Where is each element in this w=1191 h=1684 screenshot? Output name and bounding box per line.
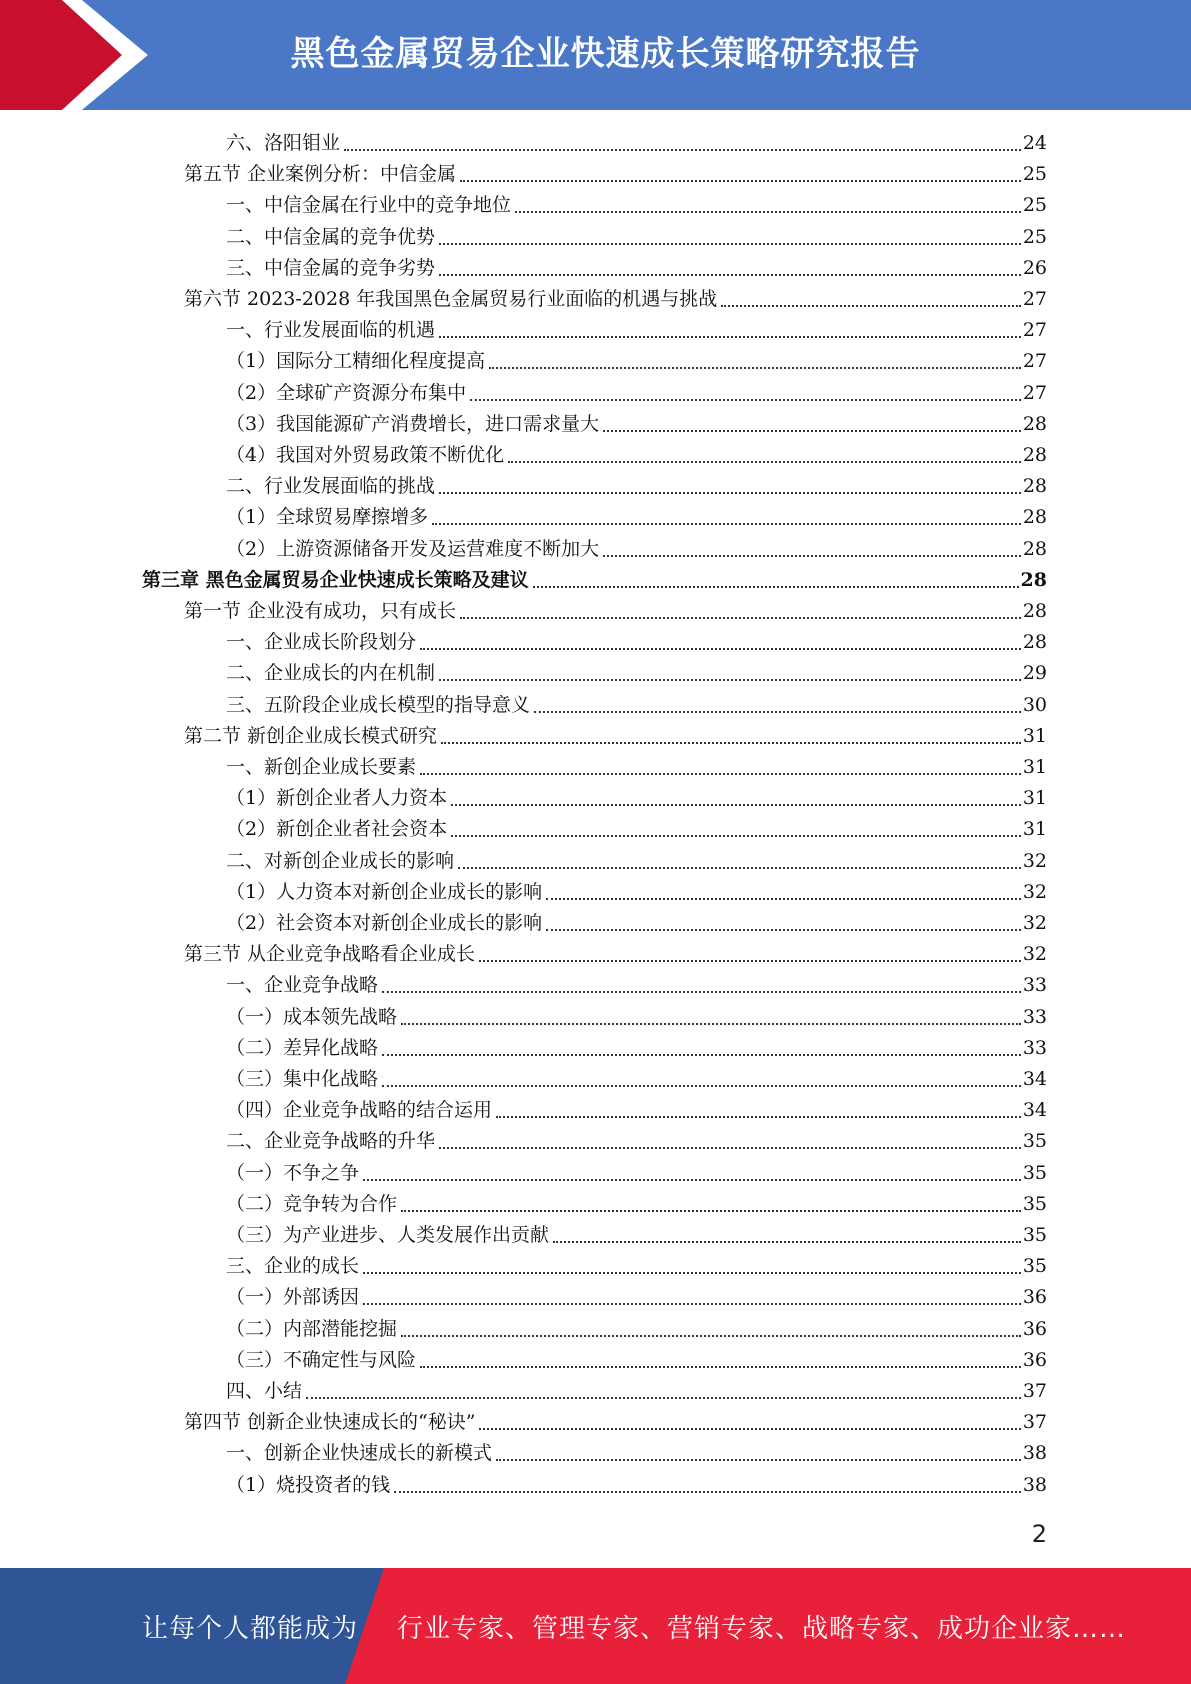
page-header [0,0,1191,110]
toc-entry-label: （2）新创企业者社会资本 [226,818,448,841]
toc-entry-page: 27 [1022,350,1047,373]
toc-entry-label: （2）社会资本对新创企业成长的影响 [226,912,543,934]
toc-subsection-entry[interactable] [226,814,1047,845]
toc-dot-leader [382,1084,1021,1087]
toc-entry-page: 35 [1022,1255,1047,1278]
toc-entry-label: （一）不争之争 [226,1161,360,1184]
page-footer [0,1568,1191,1684]
toc-entry-page: 28 [1022,506,1047,529]
toc-entry-label: 第五节 企业案例分析：中信金属 [184,163,457,186]
toc-entry-page: 36 [1022,1348,1047,1371]
toc-dot-leader [420,772,1021,775]
toc-entry-label: 一、新创企业成长要素 [226,756,417,778]
toc-dot-leader [363,1271,1021,1274]
toc-dot-leader [546,897,1021,900]
toc-entry-page: 28 [1022,631,1047,654]
toc-entry-page: 31 [1022,724,1047,747]
toc-entry-page: 32 [1022,880,1047,903]
toc-entry-page: 33 [1022,1036,1047,1059]
toc-entry-page: 32 [1022,912,1047,934]
toc-dot-leader [546,928,1021,931]
toc-subsection-entry[interactable] [226,440,1047,471]
toc-dot-leader [451,803,1021,806]
toc-entry-label: 三、五阶段企业成长模型的指导意义 [226,693,531,716]
toc-dot-leader [479,959,1021,962]
toc-subsection-entry[interactable] [226,378,1047,409]
toc-section-entry[interactable] [184,721,1047,752]
toc-entry-label: （2）全球矿产资源分布集中 [226,381,467,404]
toc-dot-leader [344,148,1021,151]
toc-dot-leader [394,1490,1021,1493]
toc-entry-label: （四）企业竞争战略的结合运用 [226,1099,493,1122]
footer-slogan-left: 让每个人都能成为 [142,1614,359,1644]
toc-dot-leader [363,1178,1021,1181]
toc-section-entry[interactable] [184,939,1047,970]
toc-subsection-entry[interactable] [226,627,1047,658]
toc-entry-label: （2）上游资源储备开发及运营难度不断加大 [226,537,600,560]
footer-slogan-right: 行业专家、管理专家、营销专家、战略专家、成功企业家…… [397,1614,1127,1644]
toc-entry-label: 二、企业竞争战略的升华 [226,1130,436,1153]
toc-entry-page: 27 [1022,288,1047,310]
toc-entry-label: 第三章 黑色金属贸易企业快速成长策略及建议 [142,568,529,591]
toc-entry-page: 25 [1022,163,1047,186]
toc-entry-page: 28 [1022,600,1047,622]
toc-entry-page: 28 [1022,475,1047,498]
toc-dot-leader [420,647,1021,650]
toc-subsection-entry[interactable] [226,752,1047,783]
toc-chapter-entry[interactable] [142,565,1047,596]
toc-section-entry[interactable] [184,596,1047,627]
toc-entry-label: （1）新创企业者人力资本 [226,787,448,810]
toc-subsection-entry[interactable] [226,1033,1047,1064]
toc-dot-leader [439,335,1021,338]
toc-entry-label: 二、企业成长的内在机制 [226,662,436,685]
toc-dot-leader [470,398,1021,401]
toc-entry-page: 33 [1022,1005,1047,1028]
toc-entry-page: 28 [1020,568,1047,591]
toc-entry-page: 25 [1022,194,1047,217]
toc-subsection-entry[interactable] [226,315,1047,346]
toc-dot-leader [721,304,1021,307]
toc-entry-page: 35 [1022,1224,1047,1246]
toc-dot-leader [533,585,1019,588]
toc-entry-label: （三）集中化战略 [226,1068,379,1090]
toc-entry-page: 38 [1022,1442,1047,1465]
toc-subsection-entry[interactable] [226,970,1047,1001]
toc-dot-leader [439,242,1021,245]
toc-subsection-entry[interactable] [226,1282,1047,1313]
toc-subsection-entry[interactable] [226,658,1047,689]
toc-entry-label: （二）竞争转为合作 [226,1192,398,1215]
toc-entry-label: （一）成本领先战略 [226,1005,398,1028]
toc-subsection-entry[interactable] [226,128,1047,159]
toc-dot-leader [401,1209,1021,1212]
toc-entry-page: 33 [1022,974,1047,997]
toc-entry-page: 26 [1022,256,1047,279]
toc-dot-leader [553,1240,1021,1243]
toc-dot-leader [420,1365,1021,1368]
toc-subsection-entry[interactable] [226,502,1047,533]
toc-subsection-entry[interactable] [226,1376,1047,1407]
toc-subsection-entry[interactable] [226,190,1047,221]
toc-subsection-entry[interactable] [226,471,1047,502]
toc-entry-label: （一）外部诱因 [226,1286,360,1309]
toc-entry-label: （三）为产业进步、人类发展作出贡献 [226,1224,550,1246]
toc-entry-page: 38 [1022,1473,1047,1496]
toc-dot-leader [306,1396,1021,1399]
toc-entry-page: 32 [1022,943,1047,966]
toc-subsection-entry[interactable] [226,1314,1047,1345]
toc-entry-page: 35 [1022,1161,1047,1184]
toc-entry-label: 一、中信金属在行业中的竞争地位 [226,194,512,217]
toc-subsection-entry[interactable] [226,253,1047,284]
toc-subsection-entry[interactable] [226,1158,1047,1189]
toc-subsection-entry[interactable] [226,222,1047,253]
toc-dot-leader [515,210,1021,213]
toc-subsection-entry[interactable] [226,783,1047,814]
toc-section-entry[interactable] [184,1407,1047,1438]
toc-entry-label: 第四节 创新企业快速成长的“秘诀” [184,1411,476,1434]
toc-entry-label: 一、企业成长阶段划分 [226,631,417,654]
toc-subsection-entry[interactable] [226,1064,1047,1095]
toc-entry-label: （1）国际分工精细化程度提高 [226,350,486,373]
toc-dot-leader [508,460,1021,463]
toc-entry-label: （1）全球贸易摩擦增多 [226,506,429,529]
toc-subsection-entry[interactable] [226,1220,1047,1251]
toc-dot-leader [479,1427,1020,1430]
toc-dot-leader [441,741,1021,744]
toc-entry-page: 37 [1022,1380,1047,1402]
toc-entry-page: 31 [1022,787,1047,810]
toc-dot-leader [439,678,1021,681]
toc-subsection-entry[interactable] [226,409,1047,440]
toc-entry-label: （1）人力资本对新创企业成长的影响 [226,880,543,903]
toc-dot-leader [401,1334,1021,1337]
toc-entry-page: 31 [1022,756,1047,778]
toc-entry-page: 34 [1022,1068,1047,1090]
toc-entry-page: 24 [1022,132,1047,154]
toc-dot-leader [460,179,1021,182]
page-number: 2 [1031,1520,1047,1548]
toc-entry-page: 36 [1022,1317,1047,1340]
toc-entry-label: 第一节 企业没有成功，只有成长 [184,600,457,622]
toc-entry-label: 二、中信金属的竞争优势 [226,225,436,248]
toc-dot-leader [439,273,1021,276]
toc-dot-leader [460,616,1021,619]
toc-entry-page: 34 [1022,1099,1047,1122]
toc-entry-page: 35 [1022,1130,1047,1153]
toc-dot-leader [458,866,1021,869]
toc-subsection-entry[interactable] [226,846,1047,877]
toc-subsection-entry[interactable] [226,908,1047,939]
toc-entry-label: 四、小结 [226,1380,303,1402]
toc-entry-label: （3）我国能源矿产消费增长，进口需求量大 [226,412,600,435]
toc-entry-label: （二）内部潜能挖掘 [226,1317,398,1340]
toc-entry-page: 35 [1022,1192,1047,1215]
toc-entry-page: 27 [1022,381,1047,404]
toc-dot-leader [432,522,1021,525]
toc-entry-label: 第六节 2023-2028 年我国黑色金属贸易行业面临的机遇与挑战 [184,288,718,310]
toc-dot-leader [496,1458,1021,1461]
toc-entry-label: 二、对新创企业成长的影响 [226,849,455,872]
toc-entry-page: 27 [1022,319,1047,342]
toc-subsection-entry[interactable] [226,1189,1047,1220]
toc-entry-label: 一、创新企业快速成长的新模式 [226,1442,493,1465]
toc-subsection-entry[interactable] [226,1438,1047,1469]
toc-entry-label: 一、行业发展面临的机遇 [226,319,436,342]
toc-section-entry[interactable] [184,159,1047,190]
toc-entry-label: 第三节 从企业竞争战略看企业成长 [184,943,476,966]
toc-subsection-entry[interactable] [226,1251,1047,1282]
toc-entry-label: 六、洛阳钼业 [226,132,341,154]
toc-entry-page: 28 [1022,537,1047,560]
toc-subsection-entry[interactable] [226,1345,1047,1376]
toc-entry-page: 36 [1022,1286,1047,1309]
toc-entry-page: 37 [1022,1411,1047,1434]
toc-subsection-entry[interactable] [226,346,1047,377]
toc-entry-label: 第二节 新创企业成长模式研究 [184,724,438,747]
toc-entry-label: （4）我国对外贸易政策不断优化 [226,444,505,466]
toc-entry-label: （三）不确定性与风险 [226,1348,417,1371]
toc-entry-page: 29 [1022,662,1047,685]
toc-entry-label: （二）差异化战略 [226,1036,379,1059]
toc-subsection-entry[interactable] [226,877,1047,908]
toc-subsection-entry[interactable] [226,1126,1047,1157]
toc-dot-leader [496,1115,1021,1118]
toc-entry-label: （1）烧投资者的钱 [226,1473,391,1496]
toc-entry-label: 三、中信金属的竞争劣势 [226,256,436,279]
toc-dot-leader [439,491,1021,494]
toc-dot-leader [603,429,1021,432]
toc-dot-leader [382,990,1021,993]
toc-subsection-entry[interactable] [226,1095,1047,1126]
toc-subsection-entry[interactable] [226,1470,1047,1501]
toc-entry-page: 28 [1022,412,1047,435]
toc-entry-label: 一、企业竞争战略 [226,974,379,997]
toc-entry-page: 31 [1022,818,1047,841]
toc-section-entry[interactable] [184,284,1047,315]
toc-dot-leader [489,366,1021,369]
toc-dot-leader [401,1022,1021,1025]
toc-subsection-entry[interactable] [226,534,1047,565]
toc-subsection-entry[interactable] [226,1002,1047,1033]
toc-dot-leader [363,1302,1021,1305]
toc-dot-leader [534,710,1021,713]
toc-entry-label: 三、企业的成长 [226,1255,360,1278]
toc-dot-leader [439,1146,1021,1149]
toc-entry-page: 30 [1022,693,1047,716]
toc-entry-page: 32 [1022,849,1047,872]
toc-subsection-entry[interactable] [226,690,1047,721]
report-title: 黑色金属贸易企业快速成长策略研究报告 [290,34,921,74]
toc-entry-page: 25 [1022,225,1047,248]
toc-dot-leader [451,834,1021,837]
toc-entry-page: 28 [1022,444,1047,466]
toc-entry-label: 二、行业发展面临的挑战 [226,475,436,498]
toc-dot-leader [603,554,1021,557]
toc-dot-leader [382,1053,1021,1056]
